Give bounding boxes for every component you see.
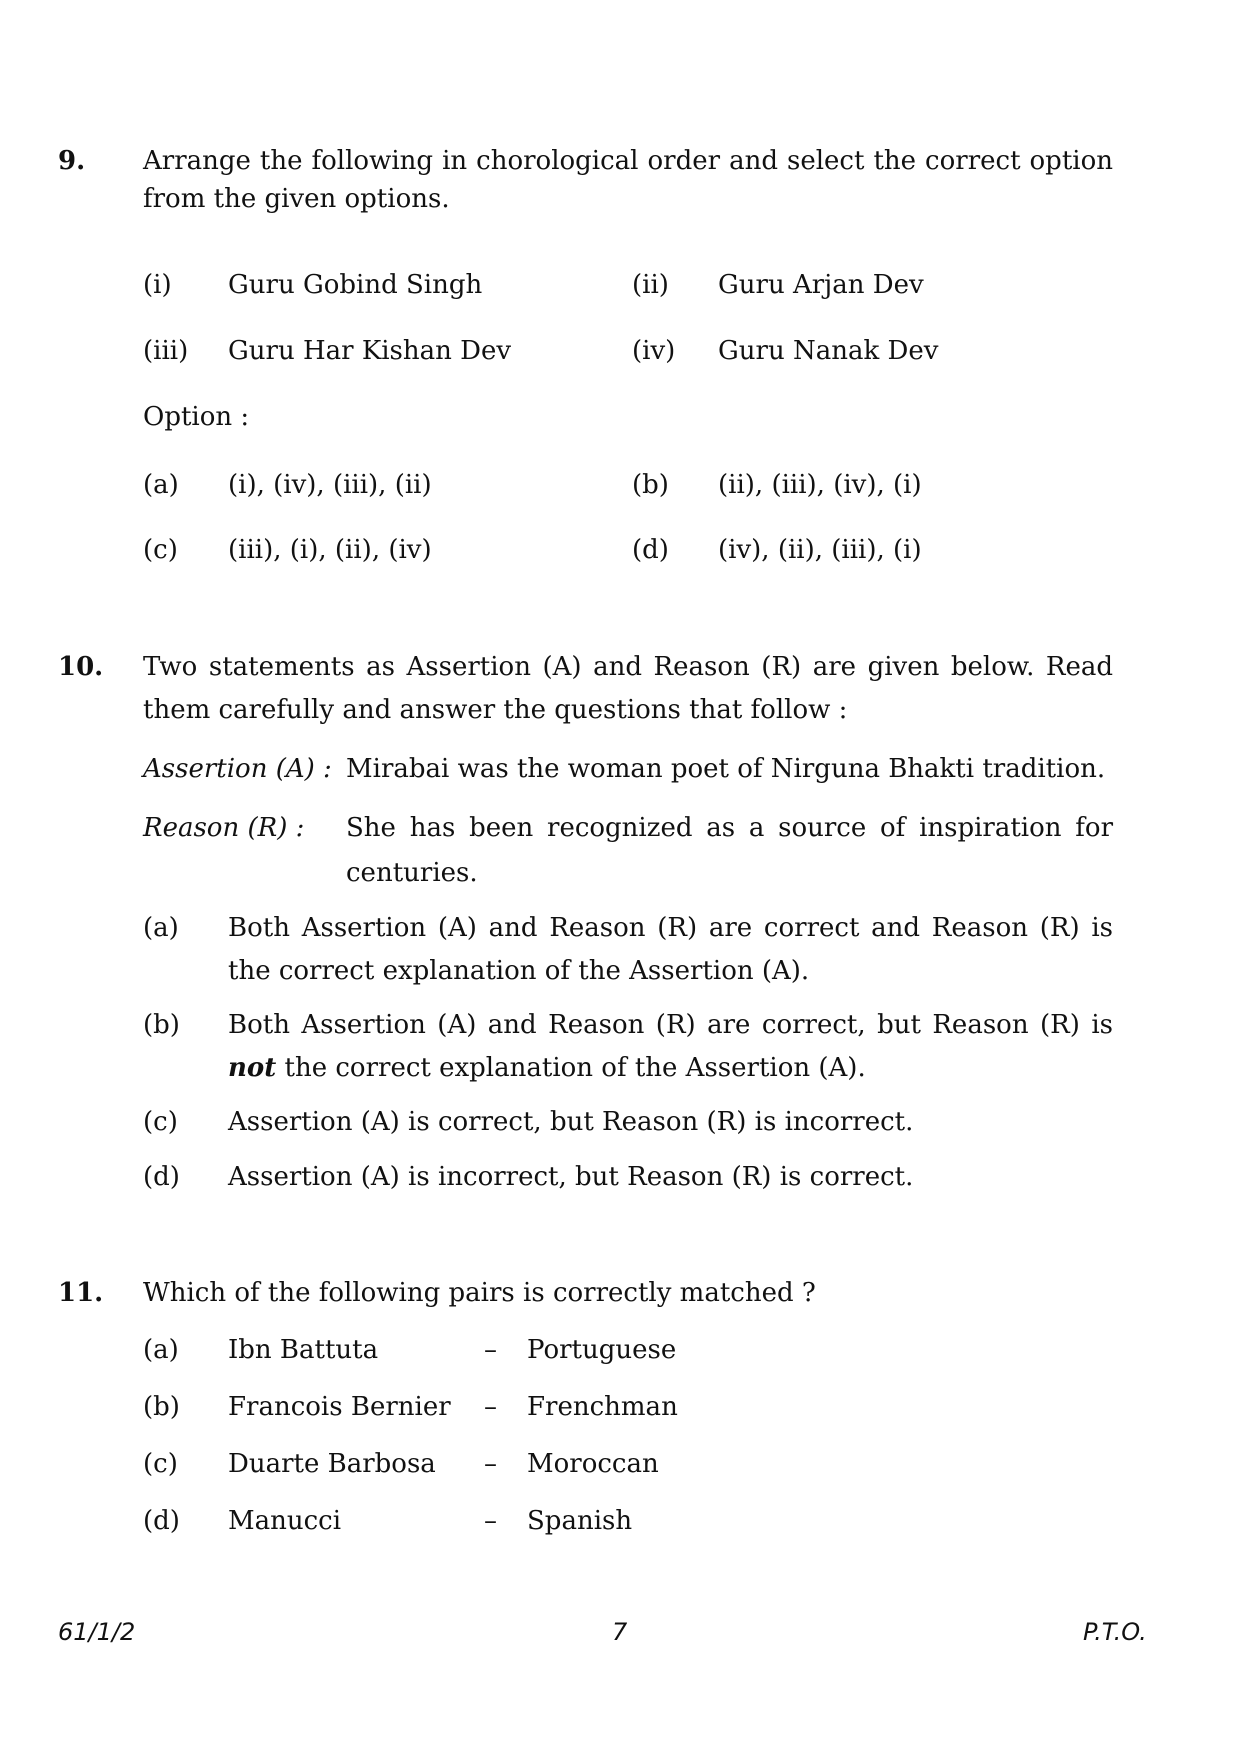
page-number: 7 xyxy=(612,1618,628,1646)
option-text: (iii), (i), (ii), (iv) xyxy=(228,535,432,565)
item-text: Guru Nanak Dev xyxy=(718,336,939,366)
option-text xyxy=(228,1053,866,1083)
item-text: Guru Arjan Dev xyxy=(718,270,924,300)
reason-label: Reason (R) : xyxy=(143,813,305,843)
item-text: Guru Har Kishan Dev xyxy=(228,336,512,366)
question-text: them carefully and answer the questions that follow : xyxy=(143,695,848,725)
assertion-label: Assertion (A) : xyxy=(143,754,332,784)
question-text: Arrange the following in chorological order and select the correct option xyxy=(143,146,1113,176)
option-label: (b) xyxy=(632,470,669,500)
match-left: Manucci xyxy=(228,1506,342,1536)
option-text: Both Assertion (A) and Reason (R) are correct, but Reason (R) is xyxy=(228,1010,1113,1040)
assertion-text: Mirabai was the woman poet of Nirguna Bhakti tradition. xyxy=(346,754,1106,784)
reason-text: centuries. xyxy=(346,858,478,888)
option-label: (a) xyxy=(143,913,179,943)
option-label: (a) xyxy=(143,470,179,500)
option-text: (ii), (iii), (iv), (i) xyxy=(718,470,922,500)
match-left: Francois Bernier xyxy=(228,1392,451,1422)
match-dash: – xyxy=(484,1449,497,1479)
option-text: (iv), (ii), (iii), (i) xyxy=(718,535,922,565)
option-text: the correct explanation of the Assertion (A). xyxy=(228,956,810,986)
option-text-rest: the correct explanation of the Assertion (A). xyxy=(276,1053,866,1083)
match-left: Duarte Barbosa xyxy=(228,1449,436,1479)
option-label: (a) xyxy=(143,1335,179,1365)
emphasis: not xyxy=(228,1053,277,1083)
question-text: Which of the following pairs is correctly matched ? xyxy=(143,1278,816,1308)
match-right: Spanish xyxy=(527,1506,633,1536)
match-right: Moroccan xyxy=(527,1449,659,1479)
item-label: (ii) xyxy=(632,270,669,300)
item-text: Guru Gobind Singh xyxy=(228,270,483,300)
match-right: Portuguese xyxy=(527,1335,677,1365)
option-label: (d) xyxy=(143,1506,180,1536)
option-label: (c) xyxy=(143,1107,178,1137)
option-label: (b) xyxy=(143,1010,180,1040)
item-label: (iv) xyxy=(632,336,676,366)
match-left: Ibn Battuta xyxy=(228,1335,379,1365)
pto-label: P.T.O. xyxy=(1083,1618,1147,1646)
paper-code: 61/1/2 xyxy=(58,1618,136,1646)
item-label: (iii) xyxy=(143,336,189,366)
option-label: (c) xyxy=(143,1449,178,1479)
option-label: (d) xyxy=(143,1162,180,1192)
item-label: (i) xyxy=(143,270,172,300)
question-number: 11. xyxy=(58,1278,104,1308)
option-label: (c) xyxy=(143,535,178,565)
reason-text: She has been recognized as a source of inspiration for xyxy=(346,813,1113,843)
question-text: Two statements as Assertion (A) and Reason (R) are given below. Read xyxy=(143,652,1113,682)
question-number: 9. xyxy=(58,146,86,176)
option-label: (b) xyxy=(143,1392,180,1422)
option-text: Both Assertion (A) and Reason (R) are correct and Reason (R) is xyxy=(228,913,1113,943)
option-text: Assertion (A) is correct, but Reason (R) is incorrect. xyxy=(228,1107,914,1137)
option-label: (d) xyxy=(632,535,669,565)
match-dash: – xyxy=(484,1392,497,1422)
match-dash: – xyxy=(484,1335,497,1365)
question-text: from the given options. xyxy=(143,184,450,214)
option-text: Assertion (A) is incorrect, but Reason (R) is correct. xyxy=(228,1162,914,1192)
question-number: 10. xyxy=(58,652,104,682)
option-text: (i), (iv), (iii), (ii) xyxy=(228,470,432,500)
option-heading: Option : xyxy=(143,402,250,432)
match-right: Frenchman xyxy=(527,1392,678,1422)
match-dash: – xyxy=(484,1506,497,1536)
